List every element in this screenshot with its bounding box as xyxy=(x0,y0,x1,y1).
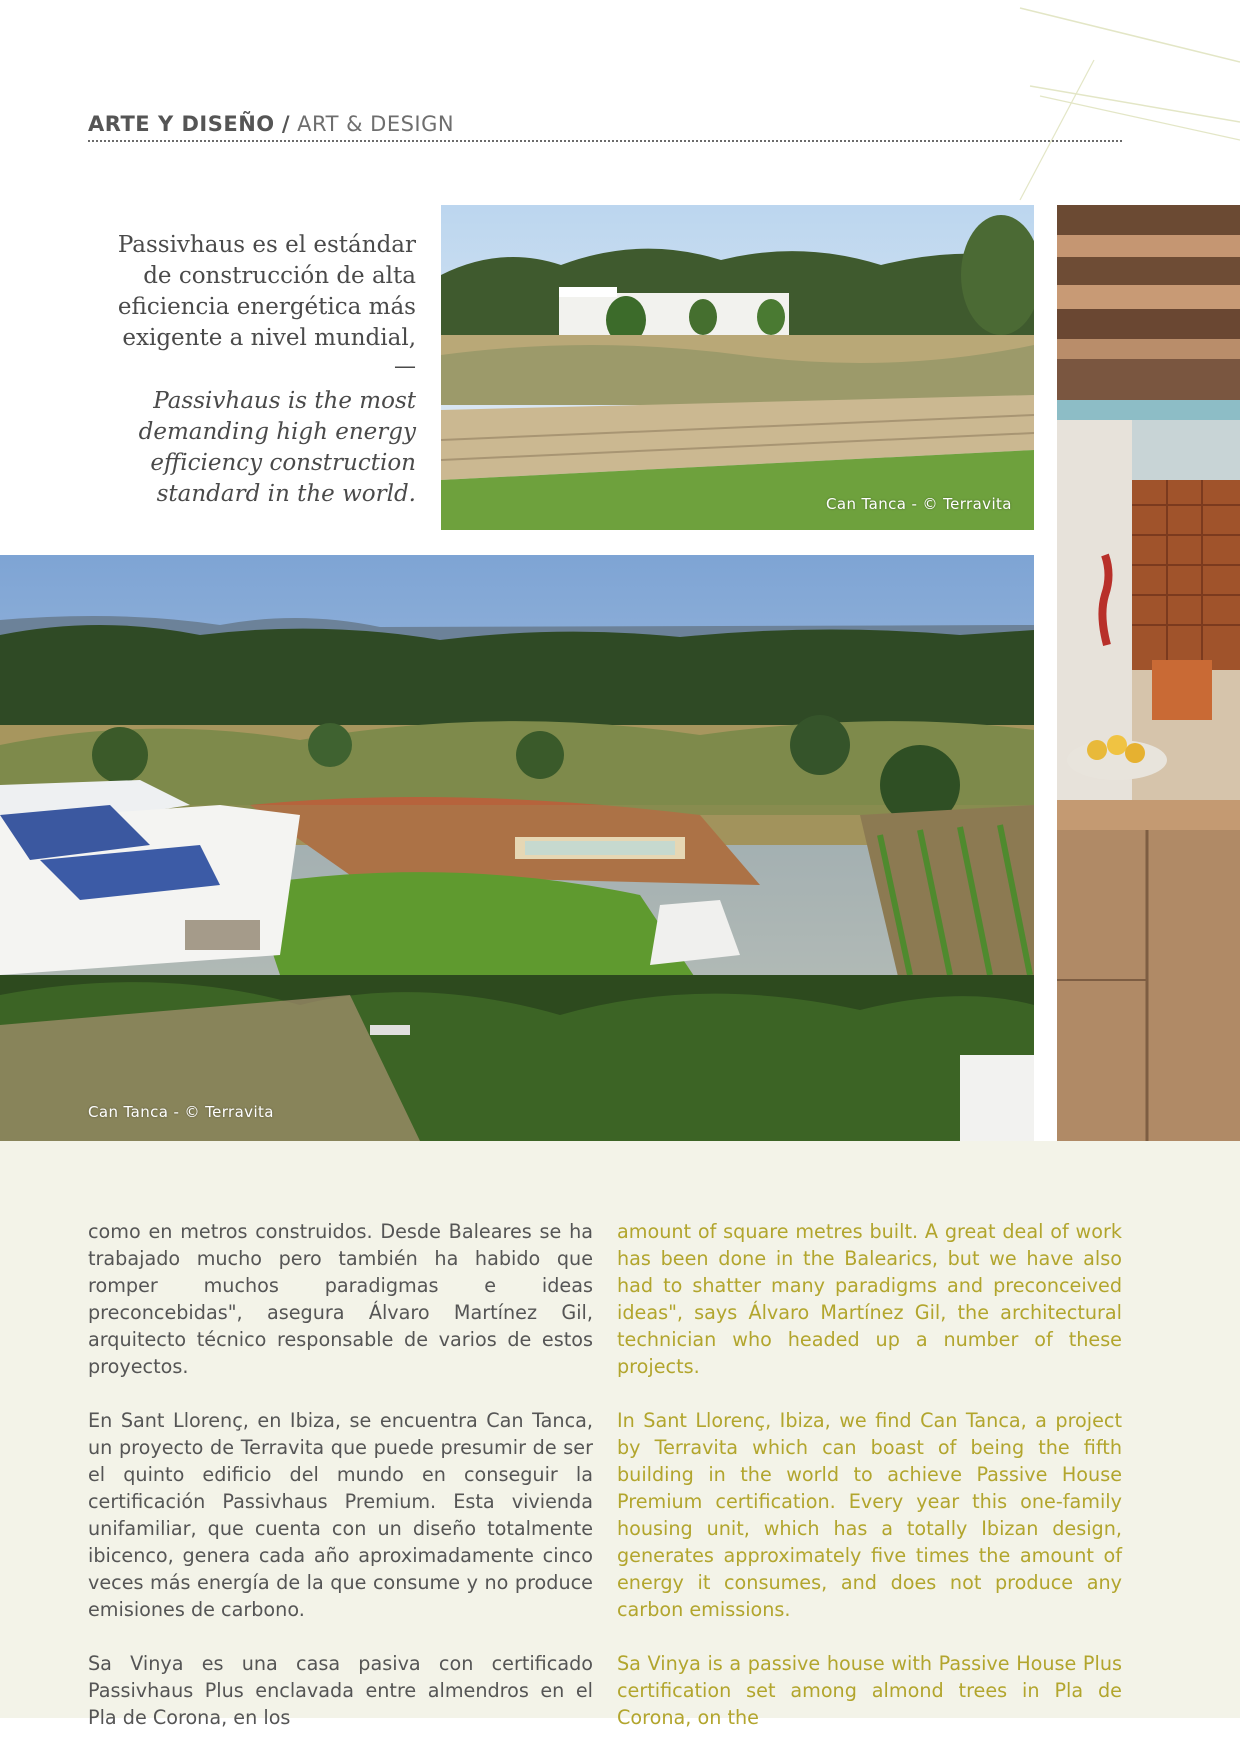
photo-landscape-image xyxy=(0,555,1034,1141)
section-title-es: ARTE Y DISEÑO xyxy=(88,112,275,136)
section-header xyxy=(88,112,1122,142)
pull-quote-dash: — xyxy=(394,354,416,379)
paragraph-es-3: Sa Vinya es una casa pasiva con certificado Passivhaus Plus enclavada entre almendros en el Pla de Corona, en los xyxy=(88,1652,593,1729)
photo-kitchen-image xyxy=(1057,205,1240,1141)
section-separator: / xyxy=(281,112,290,136)
body-column-spanish xyxy=(88,1218,593,1758)
paragraph-en-1: amount of square metres built. A great deal of work has been done in the Balearics, but we have also had to shatter many paradigms and preconceived ideas", says Álvaro Martínez Gil, the architectural technician who headed up a number of these projects. xyxy=(617,1220,1122,1378)
paragraph-es-2: En Sant Llorenç, en Ibiza, se encuentra Can Tanca, un proyecto de Terravita que puede presumir de ser el quinto edificio del mundo en conseguir la certificación Passivhaus Premium. Esta vivienda unifamiliar, que cuenta con un diseño totalmente ibicenco, genera cada año aproximadamente cinco veces más energía de la que consume y no produce emisiones de carbono. xyxy=(88,1409,593,1621)
paragraph-en-2: In Sant Llorenç, Ibiza, we find Can Tanca, a project by Terravita which can boast of being the fifth building in the world to achieve Passive House Premium certification. Every year this one-family housing unit, which has a totally Ibizan design, generates approximately five times the amount of energy it consumes, and does not produce any carbon emissions. xyxy=(617,1409,1122,1621)
photo-stone-wall-image xyxy=(441,205,1034,530)
pull-quote-es: Passivhaus es el estándar de construcción de alta eficiencia energética más exigente a nivel mundial, xyxy=(117,232,416,351)
pull-quote-en: Passivhaus is the most demanding high energy efficiency construction standard in the world. xyxy=(138,388,416,507)
section-title-en: ART & DESIGN xyxy=(297,112,455,136)
photo-caption-top: Can Tanca - © Terravita xyxy=(826,495,1012,513)
photo-can-tanca-stone-wall xyxy=(441,205,1034,530)
photo-can-tanca-landscape xyxy=(0,555,1034,1141)
paragraph-en-3: Sa Vinya is a passive house with Passive House Plus certification set among almond trees in Pla de Corona, on the xyxy=(617,1652,1122,1729)
paragraph-es-1: como en metros construidos. Desde Baleares se ha trabajado mucho pero también ha habido que romper muchos paradigmas e ideas preconcebidas", asegura Álvaro Martínez Gil, arquitecto técnico responsable de varios de estos proyectos. xyxy=(88,1220,593,1378)
pull-quote xyxy=(110,230,416,510)
photo-caption-landscape: Can Tanca - © Terravita xyxy=(88,1103,274,1121)
body-column-english xyxy=(617,1218,1122,1758)
photo-kitchen-interior xyxy=(1057,205,1240,1141)
decorative-lines xyxy=(1000,0,1240,210)
